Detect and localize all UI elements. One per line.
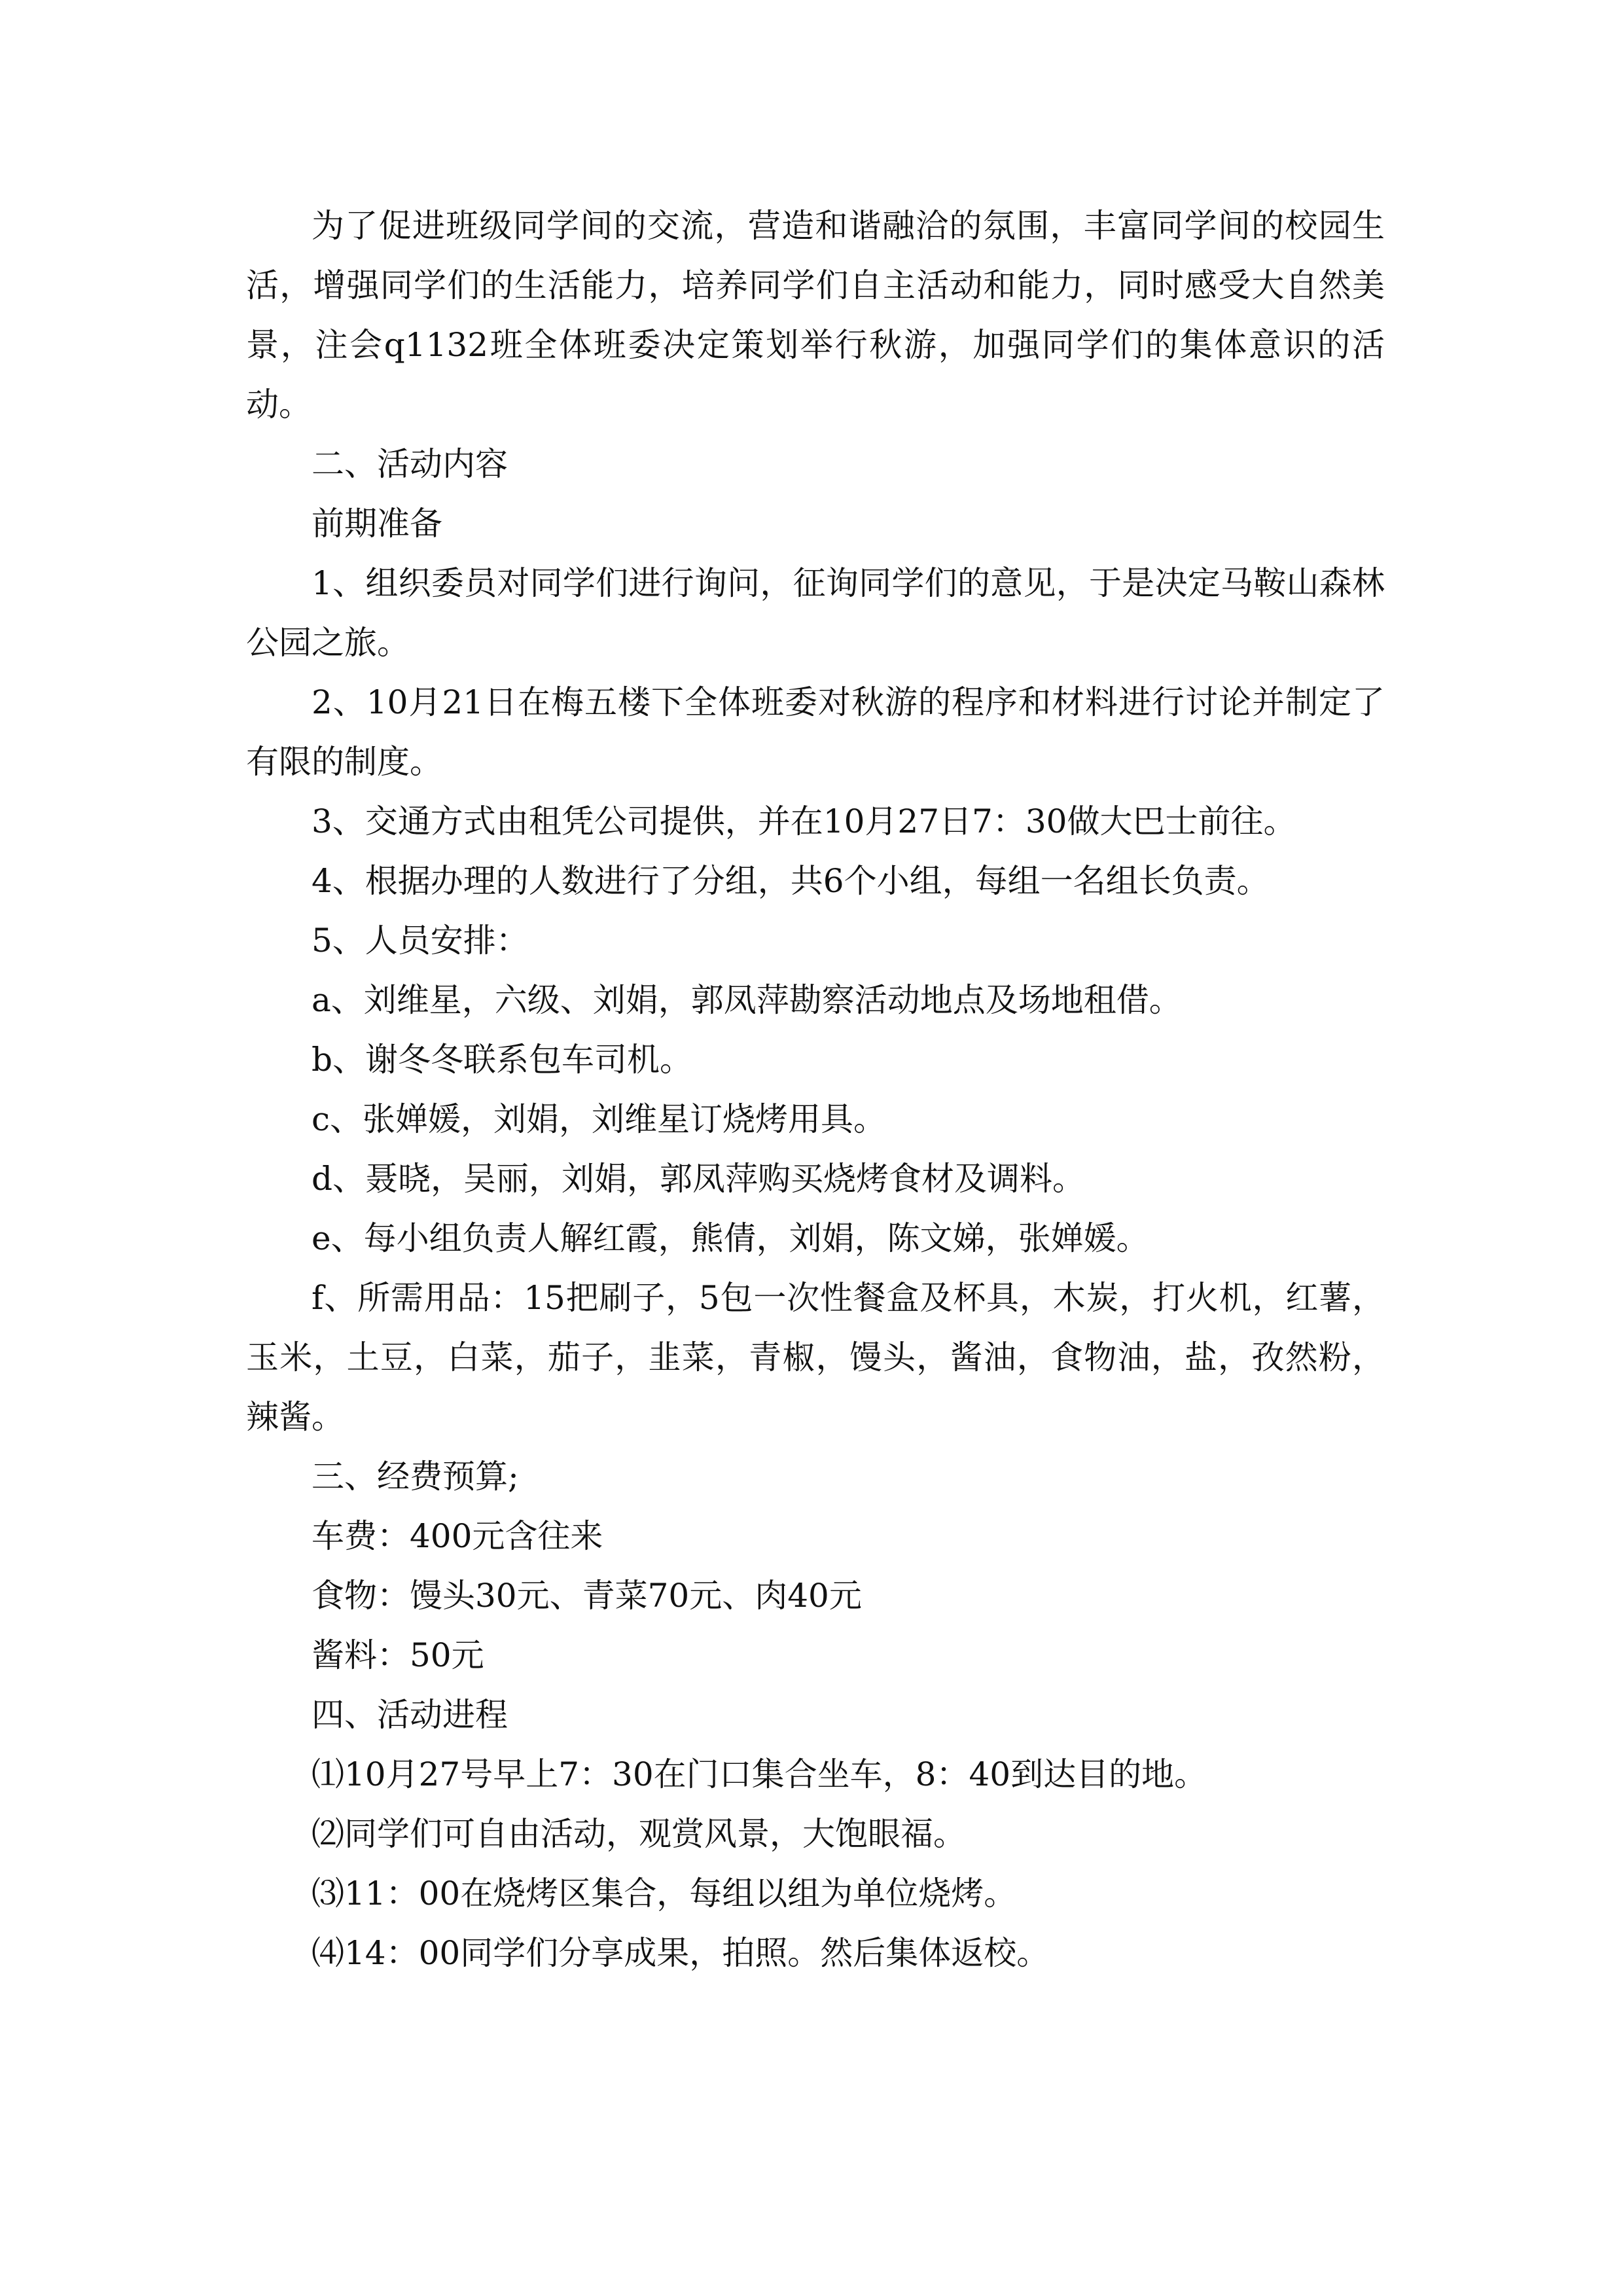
process-item: ⑴10月27号早上7：30在门口集合坐车，8：40到达目的地。	[312, 1755, 1207, 1793]
list-item: 1、组织委员对同学们进行询问，征询同学们的意见，于是决定马鞍山森林公园之旅。	[246, 564, 1385, 662]
sub-list-item: c、张婵媛，刘娟，刘维星订烧烤用具。	[312, 1100, 887, 1138]
list-item: 3、交通方式由租凭公司提供，并在10月27日7：30做大巴士前往。	[312, 802, 1296, 840]
budget-item: 车费：400元含往来	[312, 1517, 603, 1555]
sub-list-item: b、谢冬冬联系包车司机。	[312, 1041, 693, 1079]
budget-item: 酱料：50元	[312, 1636, 484, 1674]
process-item: ⑵同学们可自由活动，观赏风景，大饱眼福。	[312, 1815, 966, 1853]
sub-list-item: a、刘维星，六级、刘娟，郭凤萍勘察活动地点及场地租借。	[312, 981, 1182, 1019]
budget-item: 食物：馒头30元、青菜70元、肉40元	[312, 1577, 862, 1615]
document-body	[246, 196, 1385, 1983]
section-heading-budget: 三、经费预算;	[312, 1458, 519, 1496]
list-item: 2、10月21日在梅五楼下全体班委对秋游的程序和材料进行讨论并制定了有限的制度。	[246, 683, 1385, 781]
sub-list-item: e、每小组负责人解红霞，熊倩，刘娟，陈文娣，张婵媛。	[312, 1219, 1149, 1257]
section-heading-activity-content: 二、活动内容	[312, 445, 508, 483]
sub-list-item: d、聂晓，吴丽，刘娟，郭凤萍购买烧烤食材及调料。	[312, 1160, 1086, 1198]
intro-paragraph: 为了促进班级同学间的交流，营造和谐融洽的氛围，丰富同学间的校园生活，增强同学们的生活能力，培养同学们自主活动和能力，同时感受大自然美景，注会q1132班全体班委决定策划举行秋游，加强同学们的集体意识的活动。	[246, 207, 1385, 423]
sub-list-item: f、所需用品：15把刷子，5包一次性餐盒及杯具，木炭，打火机，红薯，玉米，土豆，白菜，茄子，韭菜，青椒，馒头，酱油，食物油，盐，孜然粉，辣酱。	[246, 1279, 1385, 1436]
subheading-preparation: 前期准备	[312, 505, 442, 543]
process-item: ⑶11：00在烧烤区集合，每组以组为单位烧烤。	[312, 1874, 1017, 1912]
list-item: 4、根据办理的人数进行了分组，共6个小组，每组一名组长负责。	[312, 862, 1270, 900]
list-item: 5、人员安排：	[312, 922, 529, 960]
process-item: ⑷14：00同学们分享成果，拍照。然后集体返校。	[312, 1934, 1050, 1972]
section-heading-process: 四、活动进程	[312, 1696, 508, 1734]
